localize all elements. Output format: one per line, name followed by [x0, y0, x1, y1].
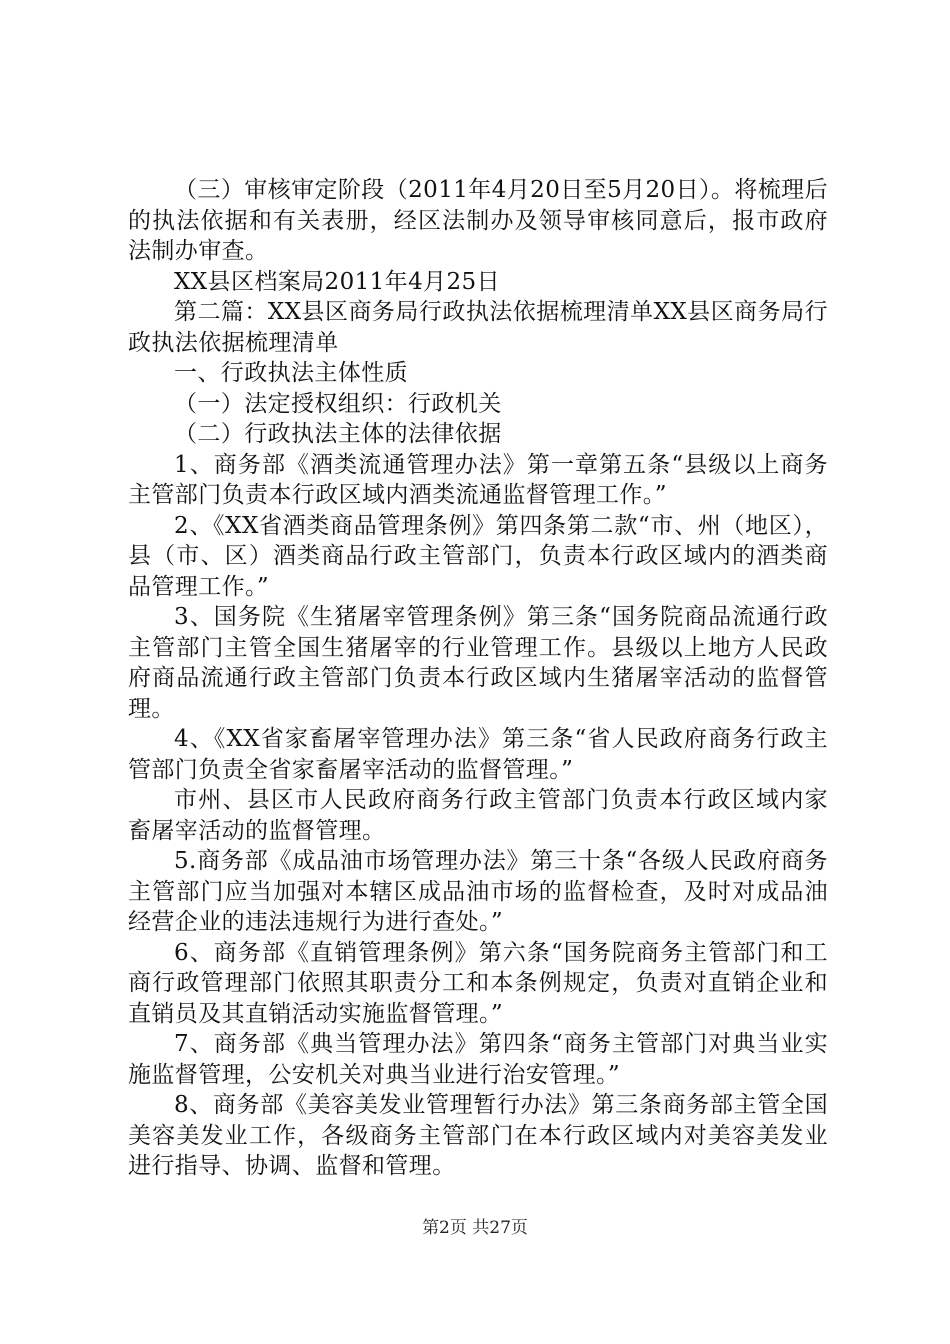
paragraph-subsection-two: （二）行政执法主体的法律依据 — [174, 421, 502, 447]
page-number-footer: 第2页 共27页 — [422, 1218, 528, 1238]
paragraph-item-8: 8、商务部《美容美发业管理暂行办法》第三条商务部主管全国美容美发业工作，各级商务主管部门在本行政区域内对美容美发业进行指导、协调、监督和管理。 — [128, 1092, 828, 1179]
paragraph-review-stage: （三）审核审定阶段（2011年4月20日至5月20日）。将梳理后的执法依据和有关表册，经区法制办及领导审核同意后，报市政府法制办审查。 — [128, 177, 828, 264]
paragraph-item-2: 2、《XX省酒类商品管理条例》第四条第二款“市、州（地区），县（市、区）酒类商品行政主管部门，负责本行政区域内的酒类商品管理工作。” — [128, 512, 828, 600]
paragraph-item-1: 1、商务部《酒类流通管理办法》第一章第五条“县级以上商务主管部门负责本行政区域内酒类流通监督管理工作。” — [128, 451, 828, 508]
paragraph-section-one: 一、行政执法主体性质 — [174, 360, 408, 386]
paragraph-item-7: 7、商务部《典当管理办法》第四条“商务主管部门对典当业实施监督管理，公安机关对典当业进行治安管理。” — [128, 1031, 828, 1088]
paragraph-item-4-continued: 市州、县区市人民政府商务行政主管部门负责本行政区域内家畜屠宰活动的监督管理。 — [128, 787, 828, 844]
paragraph-item-5: 5.商务部《成品油市场管理办法》第三十条“各级人民政府商务主管部门应当加强对本辖区成品油市场的监督检查，及时对成品油经营企业的违法违规行为进行查处。” — [128, 848, 828, 935]
paragraph-item-4: 4、《XX省家畜屠宰管理办法》第三条“省人民政府商务行政主管部门负责全省家畜屠宰活动的监督管理。” — [128, 726, 828, 783]
paragraph-part-two-title: 第二篇：XX县区商务局行政执法依据梳理清单XX县区商务局行政执法依据梳理清单 — [128, 299, 828, 356]
paragraph-item-6: 6、商务部《直销管理条例》第六条“国务院商务主管部门和工商行政管理部门依照其职责分工和本条例规定，负责对直销企业和直销员及其直销活动实施监督管理。” — [128, 939, 828, 1027]
document-body — [128, 175, 828, 1182]
paragraph-signature-date: XX县区档案局2011年4月25日 — [174, 268, 500, 295]
paragraph-subsection-one: （一）法定授权组织：行政机关 — [174, 390, 502, 417]
paragraph-item-3: 3、国务院《生猪屠宰管理条例》第三条“国务院商品流通行政主管部门主管全国生猪屠宰的行业管理工作。县级以上地方人民政府商品流通行政主管部门负责本行政区域内生猪屠宰活动的监督管理。 — [128, 604, 828, 722]
